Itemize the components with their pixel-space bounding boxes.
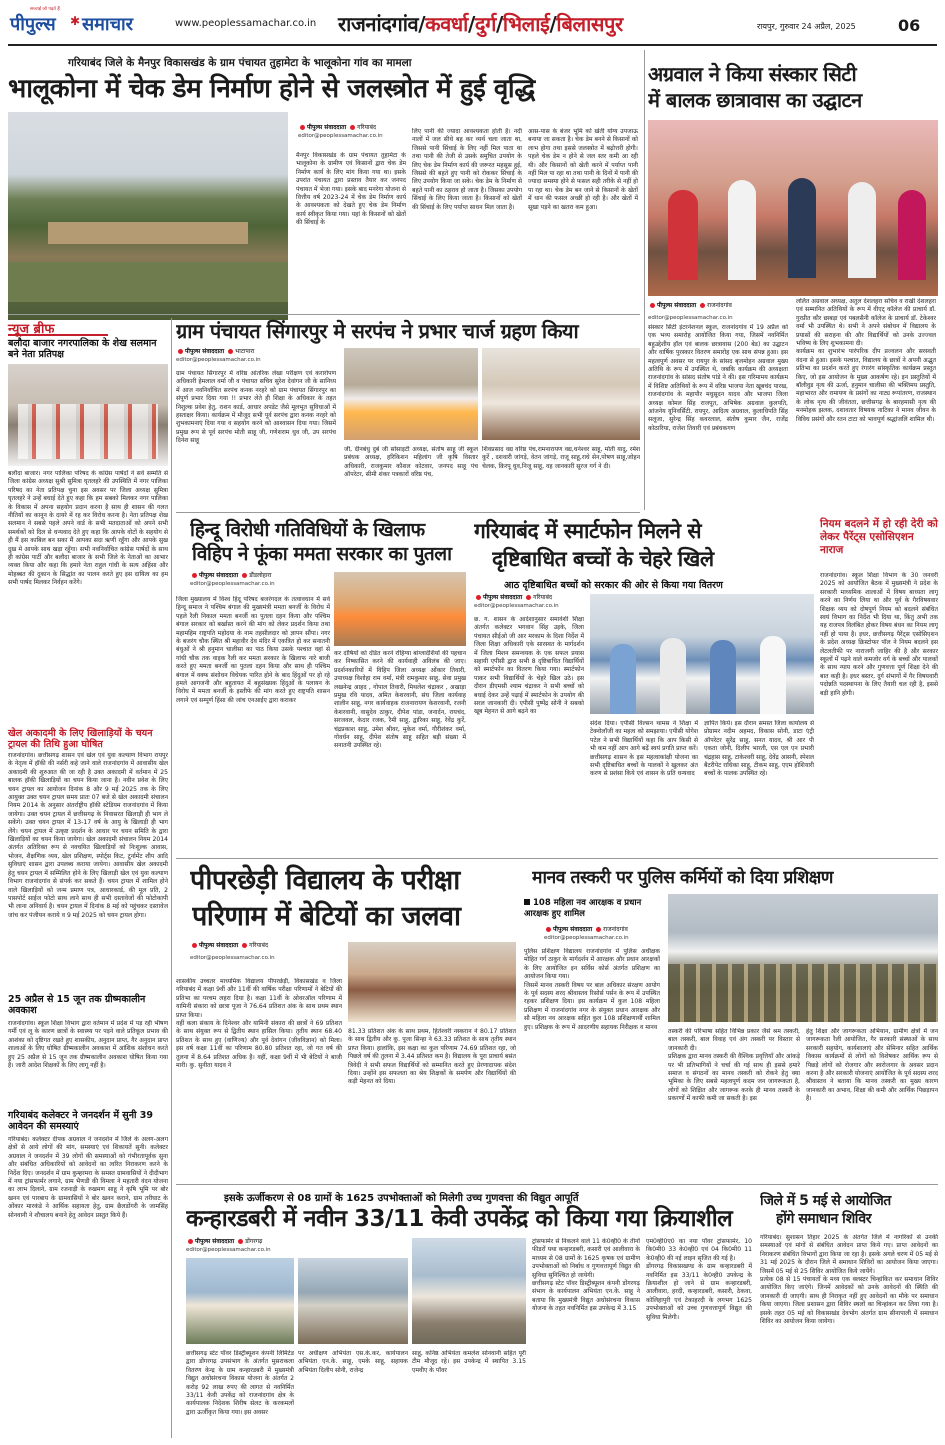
story-kanhardabri-substation	[176, 1188, 752, 1440]
byline-source: पीपुल्स संवाददाता	[199, 942, 239, 949]
vhp-protest-photo	[334, 572, 466, 646]
story4-col1: जिला मुख्यालय में विश्व हिंदू परिषद बजरंगदल के तत्वावधान में सर्व हिन्दू समाज ने पश्चिम बंगाल की मुख्यमंत्री ममता बनर्जी के विरोध में पहले रैली निकाल ममता बनर्जी का पुतला दहन किया और पश्चिम बंगाल सरकार को बर्खास्त करने की मांग को लेकर प्रदर्शन किया तथा महामहिम राष्ट्रपति महोदया के नाम तहसीलदार को ज्ञापन सौंपा। नगर के बजरंग चौक स्थित श्री महावीर देव मंदिर में एकत्रित हो कर सनातनी बंधुओं ने श्री हनुमान चालीसा का पाठ किया उसके पश्चात वहां से गांधी चौक तक वाइक रैली कर ममता सरकार के खिलाफ नारे बाजी करते हुए ममता बनर्जी का पुतला दहन किया और साथ ही पश्चिम बंगाल में वक्फ संशोधन विधेयक पारित होने के बाद हिंदुओं पर हो रहे हमले आगजनी और बहुतायत में बहुसंख्यक हिंदुओं के पलायन के विरोध में ममता बनर्जी के इस्तीफे की मांग करते हुए राष्ट्रपति शासन लगाने एवं सम्पूर्ण हिंसा की जांच एनआईए द्वारा कराकर	[176, 596, 330, 704]
story3-col1: ग्राम पंचायत सिंगारपुर में वरिष्ठ आंतरिक लेखा परीक्षण एवं करारोपण अधिकारी हेमलाल वर्मा जी व पंचायत सचिव सुरेश देवांगन जी के सानिध्य में आज नवनिर्वाचित सरपंच कनक नरहरे को ग्राम पंचायत सिंगारपुर का संपूर्ण प्रभार दिया गया !! प्रभार लेते ही शिक्षा के अधिकार के तहत निशुल्क प्रवेश हेतु, राशन कार्ड, आधार अपडेट जैसे मूलभूत सुविधाओं में हस्ताक्षर किया। कार्यक्रम में मौजूद सभी पूर्व सरपंच द्वारा कनक नरहरे को शुभकामनाएं दिया गया व सहयोग करने को आश्वासन दिया गया। जिसमें प्रमुख रूप से पूर्व सरपंच मोती साहू जी, गणेशराम धुव जी, उप सरपंच दिनेश साहू	[176, 370, 336, 445]
separator-mid3	[176, 1184, 938, 1185]
city-durg: दुर्ग	[474, 12, 496, 36]
brief1-title: बलौदा बाजार नगरपालिका के शेख सलमान बने नेता प्रतिपक्ष	[8, 338, 157, 360]
byline-dot-icon	[178, 349, 183, 354]
story-check-dam	[8, 50, 640, 315]
story3-col2: जी, दीनबंधु दुबे जी सोसाइटी अध्यक्ष, संतोष साहू जी स्कूल प्रबंधक अध्यक्ष, हरिकिशन महिलांग जी कृषि विस्तार अधिकारी, राजकुमार कौशल कोटवार, जनपद साहू पंच ऑपरेटर, सीमी शंकर पत्रकारों वरिष्ठ पंच,	[344, 446, 478, 479]
byline-place: डौंडलोहारा	[249, 572, 272, 579]
substation-ribbon-photo	[298, 1258, 408, 1344]
byline-dot-icon	[192, 573, 197, 578]
story8-col1: पुलिस प्रशिक्षण विद्यालय राजनांदगांव में पुलिस अधीक्षक मोहित गर्ग ठाकुर के मार्गदर्शन में आरक्षक और प्रधान आरक्षकों के लिए आयोजित इन सर्विस कोर्स अंतर्गत प्रशिक्षण का आयोजन किया गया। जिसमें मानव तस्करी विषय पर बाल अधिकार संरक्षण आयोग के पूर्व सदस्य शरद श्रीवास्तव रिसोर्स पर्सन के रूप में उपस्थित रहकर प्रशिक्षण दिया। इस कार्यक्रम में कुल 108 महिला प्रशिक्षण में राजनांदगांव नगर के संयुक्त प्रधान आरक्षक और सौ महिला नव आरक्षक सहित कुल 108 प्रशिक्षणार्थी शामिल हुए। प्रशिक्षक के रूप में आदरणीय सहायक निरीक्षक व मानव	[524, 948, 660, 1031]
story8-byline	[544, 926, 664, 942]
byline-source: पीपुल्स संवाददाता	[553, 926, 593, 933]
story10-headline-line2: होंगे समाधान शिविर	[776, 1211, 871, 1227]
story1-headline: भालूकोना में चेक डेम निर्माण होने से जलस्त्रोत में हुई वृद्धि	[8, 74, 535, 104]
story2-headline-line2: में बालक छात्रावास का उद्घाटन	[648, 88, 862, 112]
brief2-text: राजनांदगांव। छत्तीसगढ़ शासन एवं खेल एवं युवा कल्याण विभाग रायपुर के नेतृत्व में हॉकी की नर्सरी कहे जाने वाले राजनांदगांव में आवासीय खेल अकादमी की शुरुआत की जा रही है उक्त अकादमी में वर्तमान में 25 बालक हॉकी खिलाड़ियों का चयन किया जाना है। नवीन प्रवेश के लिए चयन ट्रायल का आयोजन दिनांक 8 और 9 मई 2025 तक के लिए आयुक्त उक्त चयन ट्रायल समय प्रातः 07 बजे से खेल अकादमी संचालन नियम 2014 के अनुसार अंतर्राष्ट्रीय हॉकी स्टेडियम राजनांदगांव में किया जायेगा। उक्त चयन ट्रायल में छत्तीसगढ़ के निवासरत खिलाड़ी ही भाग ले सकेंगे। उक्त चयन ट्रायल में 13-17 वर्ष के आयु के खिलाड़ी ही भाग लेंगे। चयन ट्रायल में उत्कृष्ट प्रदर्शन के आधार पर चयन समिति के द्वारा खिलाड़ियों का चयन किया जायेगा। खेल अकादमी संचालन नियम 2014 अंतर्गत अतिरिक्त रूप से नवचयित खिलाड़ियों को निःशुल्क आवास, भोजन, शैक्षणिक व्यय, खेल प्रशिक्षण, स्पोर्ट्स किट, टूर्नामेंट शीप आदि सुविधाएं शासन द्वारा उपलब्ध कराया जायेगा। आवासीय खेल अकादमी हेतु चयन ट्रायल में सम्मिलित होने के लिए खिलाड़ी खेल एवं युवा कल्याण विभाग राजनांदगांव से संपर्क कर सकते हैं। चयन ट्रायल में शामिल होने वाले खिलाड़ियों को जन्म प्रमाण पत्र, आधारकार्ड, की मूल प्रति, 2 पासपोर्ट साईज फोटो साथ लाने साथ ही सभी दस्तावेजों की फोटोकापी भी लाना अनिवार्य है। चयन ट्रायल में दिनांक 8 मई को पहुंचकर दस्तावेज जांच कर पंजीयन कराये व 9 मई 2025 को चयन ट्रायल होगा।	[8, 752, 168, 919]
story7-byline	[190, 942, 340, 962]
story-samadhan-shivir	[760, 1188, 938, 1440]
story7-headline-line1: पीपरछेड़ी विद्यालय के परीक्षा	[190, 865, 460, 896]
story5-col1: छ. ग. शासन के आदेशानुसार समावेशी शिक्षा अंतर्गत कलेक्टर भगवान सिंह उइके, जिला पंचायत सीईओ जी आर मरकाम के दिशा निर्देश में जिला शिक्षा अधिकारी एके सारस्वत के मार्गदर्शन में जिला मिशन समन्वयक के एक सफल प्रयास सहायी एपीसी द्वारा सभी 8 दृष्टिबाधित विद्यार्थियों को स्मार्टफोन का वितरण किया गया। स्मार्टफोन पाकर सभी विद्यार्थियों के चेहरे खिल उठे। इस दौरान डीएमसी श्याम चंद्राकर ने सभी बच्चों को बधाई देकर उन्हें पढ़ाई में स्मार्टफोन के उपयोग की सरल जानकारी दी। एपीसी पुष्पेंद्र सोनी ने सबको खूब मेहनत से आगे बढ़ने का	[474, 616, 584, 716]
byline-place: गरियाबंद	[249, 942, 269, 949]
story8-subhead	[524, 898, 654, 920]
city-bilaspur: बिलासपुर	[556, 12, 623, 36]
story1-email: editor@peoplessamachar.co.in	[298, 133, 383, 139]
story4-email: editor@peoplessamachar.co.in	[190, 581, 275, 587]
story6-text: राजनांदगांव। स्कूल शिक्षा विभाग के 30 जनवरी 2025 को आयोजित बैठक में मुख्यमंत्री ने प्रदेश के सरकारी माध्यमिक शालाओं में विषय बाध्यता लागू करने का निर्णय लिया था और पूर्व के गैरविषयवार शिक्षक व्यय को दोषपूर्ण नियम को बदलने संबंधित स्वयं विभाग का निर्देश भी दिया था, किंतु अभी तक यह राजपत्र विलंबित होकर विषय बंधन का नियम लागू नहीं हो पाया है। इधर, छत्तीसगढ़ पैरेंट्स एसोसिएशन के प्रदेश अध्यक्ष क्रिस्टोफर पॉल ने नियम बदलने इस लेटलतीफी पर नाराजगी जाहिर की है और सरकार स्कूलों में पढ़ने वाले कमजोर वर्ग के बच्चों और पालकों के साथ न्याय करने और गुणवत्ता पूर्ण शिक्षा देने की बात कही है। इधर बस्तर, दुर्ग संभागों में गैर विषयवारी पदोन्नति पदस्थापना के लिए तैयारी चल रही है, इससे बड़ी हानि होगी।	[820, 572, 938, 697]
story9-col5: एम0व्ही0ए0 का नया पॉवर ट्रांसफार्मर, 10 कि0मी0 33 के0व्ही0 एवं 04 कि0मी0 11 के0व्ही0 की नई लाइन सृजित की गई है। डोंगरगढ़ विकासखण्ड के ग्राम कन्हारडबरी में नवनिर्मित इस 33/11 के0व्ही0 उपकेन्द्र के क्रियाशील हो जाने से ग्राम कन्हारडबरी, आलीवारा, हरदी, कन्हारडबरी, कसारी, ठेकवा, कोलिहापुरी एवं टेकाहरदी के लगभग 1625 उपभोक्ताओं को उच्च गुणवत्तापूर्ण विद्युत की सुविधा मिलेगी।	[646, 1238, 752, 1321]
story8-subhead-text: 108 महिला नव आरक्षक व प्रधान आरक्षक हुए शामिल	[524, 898, 642, 919]
story1-kicker: गरियाबंद जिले के मैनपुर विकासखंड के ग्राम पंचायत तुहामेटा के भालूकोना गांव का मामला	[68, 57, 412, 69]
story2-col1: संस्कार सिटी इंटरनेशनल स्कूल, राजनांदगांव में 19 अप्रैल को एक भव्य समारोह आयोजित किया गया, जिसमें नवनिर्मित बहुउद्देशीय हॉल एवं बालक छात्रावास (200 बेड) का उद्घाटन और वार्षिक पुरस्कार वितरण समारोह एक साथ संपन्न हुआ। इस महत्वपूर्ण अवसर पर रायपुर के सांसद बृजमोहन अग्रवाल मुख्य अतिथि के रूप में उपस्थित थे, जबकि कार्यक्रम की अध्यक्षता राजनांदगांव के सांसद संतोष पांडे ने की। इस गरिमामय कार्यक्रम में विशिष्ट अतिथियों के रूप में वरिष्ठ भाजपा नेता खूबचंद पारख, राजनांदगांव के महापौर मधुसूदन यादव और भाजपा जिला अध्यक्ष कोमल सिंह राजपूत, अभिषेक अग्रवाल कुलपति, आंजनेय यूनिवर्सिटी, रायपुर, आदित्य अग्रवाल, कुलाधिपति सिंह सलूजा, सुरेन्द्र सिंह कवरलाल, संतोष कुमार जैन, राजेंद्र कोठारिया, राजेश तिवारी एवं प्रबंधकगण	[648, 324, 788, 432]
newsbrief-label-text: न्यूज ब्रीफ	[8, 322, 55, 337]
singarpur-photo-2	[482, 348, 640, 440]
story9-email: editor@peoplessamachar.co.in	[186, 1247, 271, 1253]
story-parents-association	[820, 516, 938, 856]
news-brief	[8, 318, 168, 1440]
substation-team-photo	[412, 1238, 526, 1344]
story5-email: editor@peoplessamachar.co.in	[474, 603, 559, 609]
byline-dot-icon	[242, 943, 247, 948]
separator-vert-right	[644, 50, 645, 510]
story1-col2: लिए पानी की ज्यादा आवश्यकता होती है। नदी नालों में जल सीधे बह कर व्यर्थ चला जाता था, जिससे पानी सिंचाई के लिए नहीं मिल पाता था तथा पानी की तेजी से उसके समुचित उपयोग के लिए चेक डेम निर्माण कार्य की जरूरत महसूस हुई, जिससे की बहते हुए पानी को रोककर सिंचाई के लिए उपयोग किया जा सके। चेक डेम के निर्माण से बहते पानी का ठहराव हो जाता है। जिसका उपयोग सिंचाई के लिए किया जाता है। किसानों को खेतों की सिंचाई के लिए पर्याप्त साधन मिल जाता है।	[412, 128, 522, 211]
separator-brief	[171, 318, 172, 1438]
story9-col3: साहू, कनिष्ठ अभियंता कमलेश सोनवानी सहित पूरी टीम मौजूद रहे। इस उपकेन्द्र में स्थापित 3.15 एमवीए के पॉवर	[412, 1350, 526, 1374]
byline-source: पीपुल्स संवाददाता	[195, 1238, 235, 1245]
story3-email: editor@peoplessamachar.co.in	[176, 357, 261, 363]
byline-dot-icon	[650, 303, 655, 308]
story2-email: editor@peoplessamachar.co.in	[648, 315, 733, 321]
story8-col3: हेतु शिक्षा और जागरूकता अभियान, ग्रामीण क्षेत्रों में जन जागरूकता रैली आयोजित, गैर सरकारी संस्थाओं के साथ सरकारी सहयोग, कार्यशालाएं और सेमिनार सहित आर्थिक विकास कार्यक्रमों से लोगों को विशेषकर आर्थिक रूप से पिछड़े लोगों को रोजगार और स्वरोजगार के अवसर प्रदान करना है और सरकारी योजनाएं आयोजित के पूर्व सदस्य शरद श्रीवास्तव ने बताया कि मानव तस्करी का मुख्य कारण जानकारी का अभाव, शिक्षा की कमी और आर्थिक पिछड़ापन है।	[806, 1028, 938, 1103]
check-dam-photo	[8, 112, 288, 320]
byline-dot-icon	[596, 927, 601, 932]
story-singarpur	[176, 318, 640, 510]
logo-tagline: सच्चाई जो पढ़ते हैं	[30, 7, 60, 12]
byline-place: डोंगरगढ़	[245, 1238, 263, 1245]
story1-col3: आस-पास के बंजर भूमि को खेती योग्य उपजाऊ बनाया जा सकता है। चेक डेम बनने से किसानों को लाभ होगा तथा इससे जलस्त्रोत में बढ़ोत्तरी होगी। पहले चेक डेम न होने से जल स्तर कमी आ रही थी। और किसानों को खेती करने में पर्याप्त पानी नहीं मिल पा रहा था तथा पानी के दिनों में पानी की ज्यादा समस्या होने से फसल सही तरीके से नहीं हो पा रहा था। चेक डेम बन जाने से किसानों के खेतों में धान की फसल अच्छी हो रही है। और खेतों में सूखा पड़ने का खतरा कम हुआ।	[528, 128, 638, 211]
byline-source: पीपुल्स संवाददाता	[657, 302, 697, 309]
story8-email: editor@peoplessamachar.co.in	[544, 935, 629, 941]
story7-col1: शासकीय उच्चतर माध्यमिक विद्यालय पीपरछेड़ी, विकासखंड व जिला गरियाबंद में कक्षा 9वीं और 11वीं की वार्षिक परीक्षा परिणामों ने बेटियों की प्रतिभा का परचम लहरा दिया है। कक्षा 11वीं के ओवरऑल परिणाम में यामिनी संकारा को छात्रा पूजा ने 76.64 प्रतिशत अंक के साथ प्रथम स्थान प्राप्त किया। वहीं कला संकाय के दिनेश्वर और यामिनी संकारा की छात्रों ने 69 प्रतिशत के साथ संयुक्त रूप से द्वितीय स्थान हासिल किया। तृतीय स्थान 68.40 प्रतिशत के साथ हुए (वाणिज्य) और पूर्व देवांगन (जीवविज्ञान) को मिला। इस वर्ष कक्षा 11वीं का परिणाम 80.80 प्रतिशत रहा, जो गत वर्ष की तुलना में 8.64 प्रतिशत अधिक है। वहीं, कक्षा 9वीं में भी बेटियों ने बाजी मारी। कु. सुनीता यादव ने	[176, 978, 342, 1070]
byline-dot-icon	[188, 1239, 193, 1244]
story9-col1: छत्तीसगढ़ स्टेट पॉवर डिस्ट्रीब्यूशन कंपनी लिमिटेड द्वारा डोंगरगढ़ उपसंभाग के अंतर्गत मुसराकला वितरण केन्द्र के ग्राम कन्हारडबरी में मुख्यमंत्री विद्युत अधोसंरचना विकास योजना के अंतर्गत 2 करोड़ 92 लाख रुपए की लागत से नवनिर्मित 33/11 केवी उपकेंद्र को राजनांदगांव क्षेत्र के कार्यपालक निदेशक शिरीष सेलट के करकमलों द्वारा ऊर्जीकृत किया गया। इस अवसर	[186, 1350, 294, 1416]
story9-col2: पर अधीक्षण अभियंता एस.के.कर, कार्यपालन अभियंता एन.के. साहू, एमके साहू, सहायक अभियंता दिलीप सोनी, राजेन्द्र	[298, 1350, 408, 1374]
story10-text: गरियाबंद। सुशासन तिहार 2025 के अंतर्गत जिले में नागरिकों से उनकी समस्याओं एवं मांगों से संबंधित आवेदन प्राप्त किये गए। प्राप्त आवेदनों का निराकरण संबंधित विभागों द्वारा किया जा रहा है। इसके अगले चरण में 05 मई से 31 मई 2025 के दौरान जिले में समाधान शिविरों का आयोजन किया जाएगा। जिसमें 05 मई से 25 शिविर आयोजित किये जायेंगे। प्रत्येक 08 से 15 पंचायतों के मध्य एक क्लस्टर चिन्हांकित कर समाधान शिविर आयोजित किए जाएंगे। जिनमें आवेदकों को उनके आवेदनों की स्थिति की जानकारी दी जाएगी। साथ ही निराकृत नहीं हुए आवेदनों का मौके पर समाधान किया जाएगा। जिला प्रशासन द्वारा शिविर स्थलों का चिन्हांकन कर लिया गया है। इसके तहत 05 मई को विकासखंड देवभोग अंतर्गत ग्राम सीनापाली में समाधान शिविर का आयोजन किया जायेगा।	[760, 1234, 938, 1326]
story9-col4: ट्रांसफार्मर से निकलने वाले 11 के0व्ही0 के तीनों फीडरों यथा कन्हारडबरी, कसारी एवं आलीवारा के माध्यम से 08 ग्रामों के 1625 कृषक एवं ग्रामीण उपभोक्ताओं को निर्बाध व गुणवत्तापूर्ण विद्युत की सुविधा सुनिश्चित हो जायेगी। छत्तीसगढ़ स्टेट पॉवर डिस्ट्रीब्यूशन कंपनी डोंगरगढ़ संभाग के कार्यपालन अभियंता एन.के. साहू ने बताया कि मुख्यमंत्री विद्युत अधोसंरचना विकास योजना के तहत नवनिर्मित इस उपकेन्द्र में 3.15	[532, 1238, 640, 1313]
logo-text-right: समाचार	[82, 14, 134, 35]
story-human-trafficking	[524, 862, 938, 1180]
byline-source: पीपुल्स संवाददाता	[199, 572, 239, 579]
brief1-photo	[8, 364, 168, 466]
separator-mid2	[176, 858, 938, 859]
story5-subhead: आठ दृष्टिबाधित बच्चों को सरकार की ओर से किया गया वितरण	[504, 580, 723, 591]
substation-group-photo	[186, 1258, 294, 1344]
byline-place: भाटापारा	[235, 348, 255, 355]
story9-kicker: इसके ऊर्जीकरण से 08 ग्रामों के 1625 उपभोक्ताओं को मिलेगी उच्च गुणवत्ता की विद्युत आपूर्ति	[224, 1193, 579, 1204]
training-photo	[668, 894, 938, 1022]
byline-source: पीपुल्स संवाददाता	[483, 594, 523, 601]
inauguration-photo	[648, 120, 938, 296]
byline-source: पीपुल्स संवाददाता	[185, 348, 225, 355]
cities-banner: राजनांदगांव/कवर्धा/दुर्ग/भिलाई/बिलासपुर	[338, 12, 623, 36]
logo	[10, 6, 160, 40]
school-felicitation-photo	[348, 942, 516, 1022]
story3-col3: शिवप्रसाद वद्य वरिष्ठ पंच,रामनारायण वद्य,धनेश्वर साहू, मोती यादु, रमेश कुर्रे , दशवारी जांगड़े, वेतन जांगड़े, राजू साहू,राधे सेन,पोषण साहू,जोहन चेलक, क़िरपू धुव,निजू साहू, वह जानकारी सूरज गर्ग ने दी।	[482, 446, 640, 470]
separator-top	[8, 314, 640, 315]
byline-dot-icon	[192, 943, 197, 948]
story5-headline-line2: दृष्टिबाधित बच्चों के चेहरे खिले	[492, 547, 714, 571]
story5-byline	[474, 594, 594, 610]
square-bullet-icon	[524, 899, 530, 905]
story8-col2: तस्करी की परिभाषा सहित विभिन्न प्रकार जैसे श्रम तस्करी, बाल तस्करी, बाल विवाह एवं अंग तस्करी पर विस्तार से जानकारी दी। प्रशिक्षक द्वारा मानव तस्करी की वैश्विक प्रवृत्तियाँ और आंकड़े पर भी प्रतिभागियों ने चर्चा की गई साथ ही इससे हमारे समाज व संगठनों का मानव तस्करी को रोकने हेतु क्या भूमिका के लिए सबसे महत्वपूर्ण कदम जन जागरूकता है, लोगों को शिक्षित और जागरूक करके ही मानव तस्करी के प्रकरणों में काफी कमी जा सकती है। इस	[668, 1028, 800, 1103]
byline-dot-icon	[526, 595, 531, 600]
story5-col2: संदेश दिया। एपीसी विल्सन थामस ने शिक्षा में टेक्नोलॉजी का महत्व को समझाया। एपीसी योगेश पटेल ने सभी विद्यार्थियों कहा कि आप किसी से भी कम नहीं आप आगे बढ़ें स्वयं प्रगति प्राप्त करें। छत्तीसगढ़ शासन के इस महत्वाकांक्षी योजना का सभी दृष्टिबाधित बच्चों के पालकों ने खुलकर अंत करण से प्रशंसा किये एवं शासन के प्रति धन्यवाद	[590, 720, 698, 778]
singarpur-photo-1	[344, 348, 478, 440]
story2-headline-line1: अग्रवाल ने किया संस्कार सिटी	[648, 62, 857, 86]
story3-headline: ग्राम पंचायत सिंगारपुर मे सरपंच ने प्रभार चार्ज ग्रहण किया	[176, 319, 579, 343]
city-kawardha: कवर्धा	[425, 12, 468, 36]
story7-headline-line2: परिणाम में बेटियों का जलवा	[192, 901, 461, 932]
story5-col3: ज्ञापित किये। इस दौरान समस्त जिला कार्यालय से प्रोग्रामर नदीम अहमद, विकास सोनी, डाटा एंट्री ऑपरेटर सुरेंद्र साहू, सनत यादव, श्री आर पी एकता जोनी, दिलीप भारती, एस एल एन प्रभारी चंद्रहास साहू, टाकेश्वरी साहू, देवेंद्र आसनी, स्पेशल बैटरीपेट राधिका साहू, टीकम साहू, एएम होशियारी बच्चों के पालक उपस्थित रहे।	[704, 720, 814, 778]
byline-dot-icon	[300, 125, 305, 130]
website-url: www.peoplessamachar.co.in	[175, 18, 317, 29]
story4-headline-line2: विहिप ने फूंका ममता सरकार का पुतला	[192, 543, 452, 565]
story5-headline-line1: गरियाबंद में स्मार्टफोन मिलने से	[474, 519, 702, 543]
story-smartphones	[474, 516, 814, 856]
story8-headline: मानव तस्करी पर पुलिस कर्मियों को दिया प्रशिक्षण	[532, 868, 833, 888]
story7-col2: 81.33 प्रतिशत अंक के साथ प्रथम, हितेश्वरी नस्करान ने 80.17 प्रतिशत के साथ द्वितीय और कु. पूजा सिन्हा ने 63.33 प्रतिशत के साथ तृतीय स्थान प्राप्त किया। हालांकि, इस कक्षा का कुल परिणाम 74.69 प्रतिशत रहा, जो पिछले वर्ष की तुलना में 3.44 प्रतिशत कम है। विद्यालय के पूरा प्राचार्य बसंत त्रिवेदी ने सभी सफल विद्यार्थियों को सम्मानित करते हुए प्रेरणादायक संदेश दिया। उन्होंने इस सफलता का श्रेय शिक्षकों के समर्पण और विद्यार्थियों की कड़ी मेहनत को दिया।	[348, 1028, 516, 1086]
story4-byline	[190, 572, 330, 588]
byline-dot-icon	[228, 349, 233, 354]
brief3-title: 25 अप्रैल से 15 जून तक ग्रीष्मकालीन अवकाश	[8, 994, 146, 1016]
logo-star-icon: ✱	[70, 14, 81, 28]
byline-dot-icon	[476, 595, 481, 600]
brief4-title: गरियाबंद कलेक्टर ने जनदर्शन में सुनी 39 आवेदन की समस्याएं	[8, 1110, 153, 1132]
masthead-rule	[8, 44, 937, 46]
separator-mid1	[176, 512, 640, 513]
story7-email: editor@peoplessamachar.co.in	[190, 955, 275, 961]
byline-place: राजनांदगांव	[603, 926, 628, 933]
story-pipachhedi-results	[176, 862, 516, 1180]
story3-byline	[176, 348, 336, 364]
story2-byline	[648, 302, 788, 322]
city-bhilai: भिलाई	[502, 12, 550, 36]
brief1-text: बलौदा बाजार। नगर पालिका परिषद के कांग्रेस पार्षदों ने सर्व सम्मति से जिला कांग्रेस अध्यक्ष सुश्री सुमित्रा घृतलहरे की उपस्थिति में नगर पालिका परिषद का नेता प्रतिपक्ष चुना इस अवसर पर जिला अध्यक्ष सुमित्रा घृतलहरे ने उन्हें बधाई देते हुए कहा कि हम सबको मिलकर नगर पालिका के विकास में अपना सहयोग प्रदान करना है साथ ही शासन की गलत नीतियों का कानून के दायरे में रह कर विरोध करना है। नेता प्रतिपक्ष शेख सलमान ने सबसे पहले अपने वार्ड के सभी मतदाताओं को अपने सभी समर्थकों को दिल से धन्यवाद देते हुए कहा कि आपके वोटों के सहयोग से ही मैं इस काबिल बन सका मैं आपका सदा ऋणी रहूँगा और आपके सुख दुख मे आपके साथ खड़ा रहूँगा। सभी नवनिर्वाचित कांग्रेस पार्षदों के साथ ही कांग्रेस पार्टी और बलौदा बाजार के सभी जिले के नेताओं का आभार व्यक्त किया और कहा कि हमारे नेता राहुल गांधी के सत्य अहिंसा और मोहब्बत की दुकान के सिद्धांत का पालन करते हुए इस दायित्व का हम सभी पार्षद मिलकर निर्वहन करेंगे।	[8, 470, 168, 587]
story10-headline-line1: जिले में 5 मई से आयोजित	[760, 1193, 891, 1209]
smartphone-distribution-photo	[590, 594, 814, 714]
story1-byline	[298, 124, 408, 140]
newsbrief-label	[8, 318, 108, 336]
byline-place: राजनांदगांव	[707, 302, 732, 309]
brief2-title: खेल अकादमी के लिए खिलाड़ियों के चयन ट्रायल की तिथि हुआ घोषित	[8, 728, 153, 750]
story9-byline	[186, 1238, 346, 1254]
story4-col2: कर दोषियों को दंडित करने रोहिंग्या बांग्लादेशियों की पहचान कर निष्कासित करने की कार्यवाही अविलंब की जाए। प्रदर्शनकारियों में विहिप जिला अध्यक्ष ओंकार तिवारी, उपाध्यक्ष विशोहा राम वर्मा, मंत्री रामकुमार साहू, सेवा प्रमुख लखनेन्द्र आहद , गोपाल तिवारी, मिथलेश चंद्राकर , अखाड़ा प्रमुख रवि यादव, अमित केशरवानी, संघ जिला कार्यवाह शालीन साहू, नगर कार्यवाहक राजनारायण केशरवानी, रजनी केशरवानी, वासुदेव ठाकुर, दीपेश पांडा, जनार्दन, रायचंद, सरजवल, केदार रजक, रैमी साहू, द्वारिका साहू, रेवेंद्र कुर्रे, चंद्रप्रकाश साहू, उमेश श्रीवर, मुकेश वर्मा, गौरीशंकर वर्मा, गोवर्धन साहू, दीपेश संतोष साहू सहित बड़ी संख्या में सनातनी उपस्थित रहे।	[334, 650, 466, 750]
byline-dot-icon	[242, 573, 247, 578]
masthead	[0, 0, 945, 46]
issue-date: रायपुर, गुरुवार 24 अप्रैल, 2025	[757, 22, 856, 31]
byline-source: पीपुल्स संवाददाता	[307, 124, 347, 131]
byline-place: गरियाबंद	[533, 594, 553, 601]
city-rajnandgaon: राजनांदगांव	[338, 12, 419, 36]
logo-text-left: पीपुल्स	[10, 14, 56, 35]
story2-col2: ललित अग्रवाल अध्यक्ष, अतुल देशलहरा सचिव व राखी देशलहरा एवं सम्मानित अतिथियों के रूप में वीएट् कॉलेज की प्राचार्य डॉ. गुरप्रीत कौर छाबड़ा एवं पबलसैनी कॉलेज के प्राचार्य डॉ. टेकेश्वर वर्मा भी उपस्थित थे। सभी ने अपने संबोधन में विद्यालय के प्रयासों की सराहना की और विद्यार्थियों को उनके उज्ज्वल भविष्य के लिए शुभकामना दी। कार्यक्रम का शुभारंभ पारंपरिक दीप प्रज्वलन और सरस्वती वंदना से हुआ। इसके पश्चात, विद्यालय के छात्रों ने अपनी अद्भुत प्रतिभा का प्रदर्शन करते हुए रंगारंग सांस्कृतिक कार्यक्रम प्रस्तुत किए, जो इस आयोजन के मुख्य आकर्षण रहे। इन प्रस्तुतियों में बॉलीवुड नृत्य की ऊर्जा, हनुमान चालीसा की भक्तिमय प्रस्तुति, महाभारत और रामायण के प्रसंगों का नाट्य रूपांतरण, राजस्थान के लोक नृत्य की जीवंतता, छत्तीसगढ़ के बारहमासी नृत्य की मनमोहक झलक, दशावतार विषयक नाटिका ने मानव जीवन के विविध प्रसंगों और रतन टाटा को भावपूर्ण श्रद्धांजलि शामिल थी।	[796, 298, 936, 423]
byline-dot-icon	[700, 303, 705, 308]
byline-dot-icon	[238, 1239, 243, 1244]
byline-dot-icon	[350, 125, 355, 130]
story1-col1: मैनपुर विकासखंड के ग्राम पंचायत तुहामेटा के भालूकोना के ग्रामीण एवं किसानों द्वारा चेक डेम निर्माण कार्य के लिए मांग किया गया था। इसके उपरांत पंचायत द्वारा प्रस्ताव तैयार कर जनपद पंचायत में भेजा गया। इसके बाद मनरेगा योजना से वित्तीय वर्ष 2023-24 में चेक डेम निर्माण कार्य के आवश्यकता को देखते हुए चेक डेम निर्माण कार्य स्वीकृत किया गया। यहां के किसानों को खेतों की सिंचाई के	[296, 152, 406, 227]
page-number: 06	[898, 16, 921, 35]
story-vhp-effigy	[176, 516, 466, 856]
story4-headline-line1: हिन्दू विरोधी गतिविधियों के खिलाफ	[190, 519, 425, 541]
story6-headline: नियम बदलने में हो रही देरी को लेकर पैरेंट्स एसोसिएशन नाराज	[820, 518, 938, 556]
story9-headline: कन्हारडबरी में नवीन 33/11 केवी उपकेंद्र को किया गया क्रियाशील	[186, 1206, 733, 1232]
byline-place: गरियाबंद	[357, 124, 377, 131]
byline-dot-icon	[546, 927, 551, 932]
brief3-text: राजनांदगांव। स्कूल शिक्षा विभाग द्वारा वर्तमान में प्रदेश में पड़ रही भीषण गर्मी एवं लू के कारण छात्रों के स्वास्थ्य पर पड़ने वाले प्रतिकूल प्रभाव की आशंका को दृष्टिगत रखते हुए शासकीय, अनुदान प्राप्त, गैर अनुदान प्राप्त शालाओं के लिए घोषित ग्रीष्मकालीन अवकाश में आंशिक संशोधन करते हुए 25 अप्रैल से 15 जून तक ग्रीष्मकालीन अवकाश घोषित किया गया है। जारी आदेश शिक्षकों के लिए लागू नहीं है।	[8, 1020, 168, 1070]
brief4-text: गरियाबंद। कलेक्टर दीपक अग्रवाल ने जनदर्शन में जिले के अलग-अलग क्षेत्रों से आये लोगों की मांग, समस्याएं एवं शिकायतें सुनी। कलेक्टर अग्रवाल ने जनदर्शन में 39 लोगों की समस्याओं को गंभीरतापूर्वक सुना और संबंधित अधिकारियों को आवेदनों का त्वरित निराकरण करने के निर्देश दिए। जनदर्शन में ग्राम कुम्हरमरा के समस्त ग्रामवासियों ने दीदीभाग में नया ट्रांसफार्मर लगाने, ग्राम भैणडी की विमला ने महतारी वंदन योजना का लाभ दिलाने, ग्राम रजनाड़ी के रुखमण साहू ने कृषि भूमि पर बोर खनन एवं पारबाय के ग्रामवासियों ने बोर खनन कराने, ग्राम तरीघाट के ओंकार मारकंडे ने आर्थिक सहायता हेतु, ग्राम छैलडोंगरी के जामसिंह सोनवानी ने शौचालय बनाने हेतु आवेदन प्रस्तुत किये हैं।	[8, 1136, 168, 1219]
